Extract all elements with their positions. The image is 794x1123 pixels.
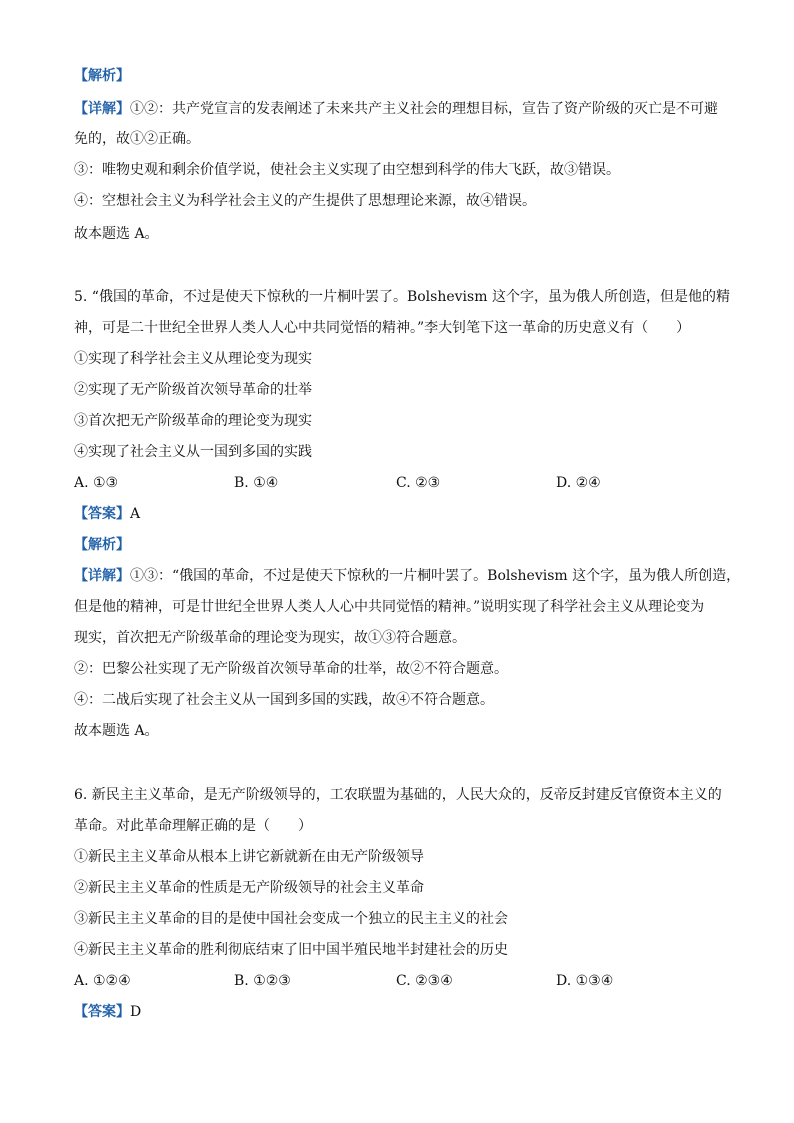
q6-statement-4: ④新民主主义革命的胜利彻底结束了旧中国半殖民地半封建社会的历史 <box>74 942 508 958</box>
q6-answer-value: D <box>130 1004 142 1020</box>
q5-analysis-label: 【解析】 <box>74 537 130 553</box>
q6-statement-3: ③新民主主义革命的目的是使中国社会变成一个独立的民主主义的社会 <box>74 911 508 927</box>
q5-stem-line-1: 5. “俄国的革命，不过是使天下惊秋的一片桐叶罢了。Bolshevism 这个字，虽为俄人所创造，但是他的精 <box>74 289 730 305</box>
q5-answer <box>74 504 140 524</box>
q6-option-d: D. ①③④ <box>556 973 614 989</box>
q6-stem-line-1: 6. 新民主主义革命，是无产阶级领导的，工农联盟为基础的，人民大众的，反帝反封建反官僚资本主义的 <box>74 787 722 803</box>
q5-answer-label: 【答案】 <box>74 506 130 522</box>
q5-detail-line-3: 现实，首次把无产阶级革命的理论变为现实，故①③符合题意。 <box>74 630 466 646</box>
q4-detail-line-3: ③：唯物史观和剩余价值学说，使社会主义实现了由空想到科学的伟大飞跃，故③错误。 <box>74 162 620 178</box>
q5-answer-value: A <box>130 506 141 522</box>
q5-option-b: B. ①④ <box>234 475 279 491</box>
q4-detail-line-1 <box>74 99 718 119</box>
q6-answer <box>74 1002 141 1022</box>
q6-option-c: C. ②③④ <box>396 973 453 989</box>
q4-analysis-label: 【解析】 <box>74 68 130 84</box>
q5-stem-line-2: 神，可是二十世纪全世界人类人人心中共同觉悟的精神。”李大钊笔下这一革命的历史意义有（ ） <box>74 320 691 336</box>
q4-detail-text-1: ①②：共产党宣言的发表阐述了未来共产主义社会的理想目标，宣告了资产阶级的灭亡是不可避 <box>130 101 718 117</box>
q6-stem-line-2: 革命。对此革命理解正确的是（ ） <box>74 818 312 834</box>
q5-detail-label: 【详解】 <box>74 568 130 584</box>
q6-answer-label: 【答案】 <box>74 1004 130 1020</box>
q4-detail-line-2: 免的，故①②正确。 <box>74 131 200 147</box>
q5-statement-1: ①实现了科学社会主义从理论变为现实 <box>74 351 312 367</box>
q5-statement-4: ④实现了社会主义从一国到多国的实践 <box>74 444 312 460</box>
q5-detail-line-5: ④：二战后实现了社会主义从一国到多国的实践，故④不符合题意。 <box>74 692 494 708</box>
q4-detail-label: 【详解】 <box>74 101 130 117</box>
q5-statement-3: ③首次把无产阶级革命的理论变为现实 <box>74 413 312 429</box>
q6-option-b: B. ①②③ <box>234 973 291 989</box>
q4-conclusion: 故本题选 A。 <box>74 226 159 242</box>
q6-statement-2: ②新民主主义革命的性质是无产阶级领导的社会主义革命 <box>74 880 424 896</box>
q5-statement-2: ②实现了无产阶级首次领导革命的壮举 <box>74 382 312 398</box>
q5-option-a: A. ①③ <box>74 475 119 491</box>
q5-option-c: C. ②③ <box>396 475 441 491</box>
q5-detail-text-1: ①③：“俄国的革命，不过是使天下惊秋的一片桐叶罢了。Bolshevism 这个字，虽为俄人所创造， <box>130 568 741 584</box>
q6-statement-1: ①新民主主义革命从根本上讲它新就新在由无产阶级领导 <box>74 849 424 865</box>
q5-detail-line-2: 但是他的精神，可是廿世纪全世界人类人人心中共同觉悟的精神。”说明实现了科学社会主义从理论变为 <box>74 599 705 615</box>
q5-option-d: D. ②④ <box>556 475 601 491</box>
q5-conclusion: 故本题选 A。 <box>74 723 159 739</box>
q4-detail-line-4: ④：空想社会主义为科学社会主义的产生提供了思想理论来源，故④错误。 <box>74 193 536 209</box>
q5-detail-line-1 <box>74 566 740 586</box>
q5-detail-line-4: ②：巴黎公社实现了无产阶级首次领导革命的壮举，故②不符合题意。 <box>74 661 508 677</box>
q6-option-a: A. ①②④ <box>74 973 131 989</box>
